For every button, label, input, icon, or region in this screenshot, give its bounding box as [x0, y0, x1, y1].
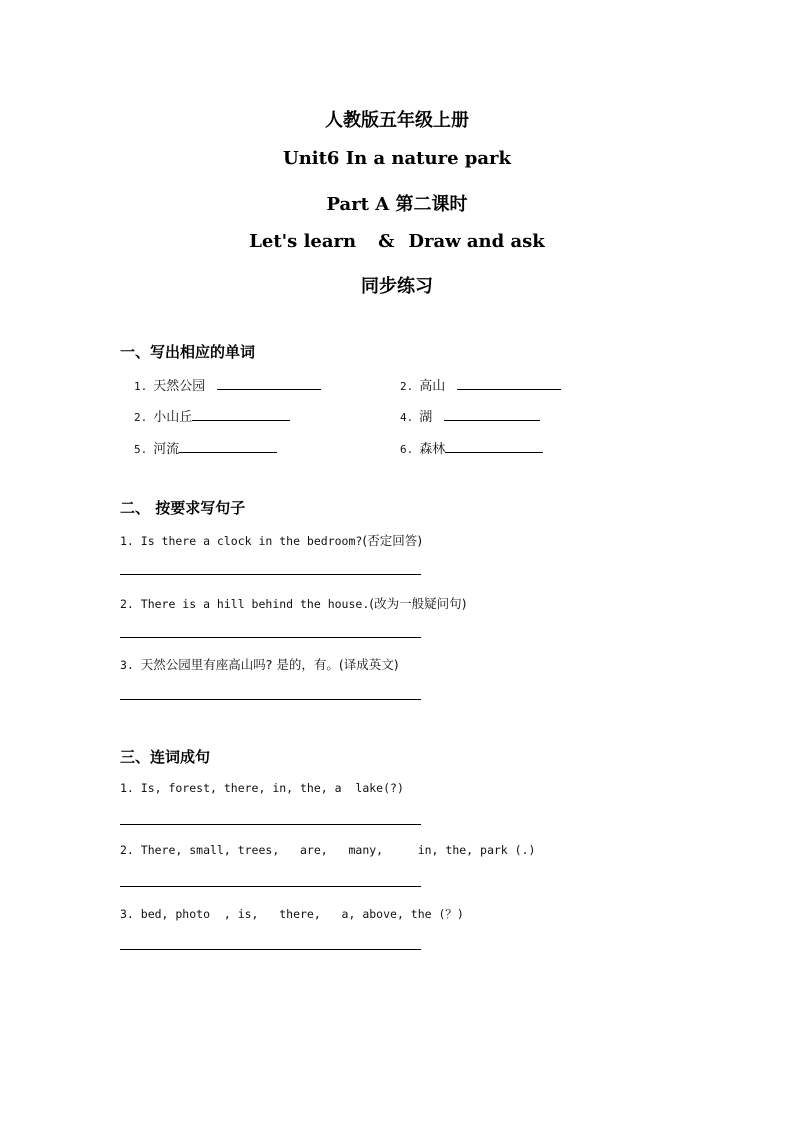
- word-order-question: 1. Is, forest, there, in, the, a lake(?): [120, 781, 404, 795]
- vocab-blank[interactable]: [444, 408, 540, 421]
- section-1-title: 一、写出相应的单词: [120, 343, 256, 361]
- answer-line[interactable]: [120, 699, 421, 700]
- section-3-title: 三、连词成句: [120, 748, 211, 766]
- vocab-item: 4. 湖: [400, 406, 540, 425]
- header-practice: 同步练习: [361, 276, 433, 297]
- header-lesson-b: Draw and ask: [408, 231, 545, 252]
- answer-line[interactable]: [120, 574, 421, 575]
- vocab-item: 2. 小山丘: [134, 406, 290, 425]
- answer-line[interactable]: [120, 886, 421, 887]
- vocab-blank[interactable]: [217, 377, 321, 390]
- header-lesson: [0, 231, 794, 252]
- answer-line[interactable]: [120, 637, 421, 638]
- header-lesson-a: Let's learn: [249, 231, 357, 252]
- word-order-question: 3. bed, photo , is, there, a, above, the (？): [120, 907, 464, 921]
- answer-line[interactable]: [120, 824, 421, 825]
- header-lesson-amp: &: [378, 231, 395, 252]
- header-part: Part A 第二课时: [326, 194, 468, 215]
- header-grade: 人教版五年级上册: [325, 110, 469, 131]
- vocab-item: 2. 高山: [400, 375, 561, 394]
- vocab-blank[interactable]: [179, 440, 277, 453]
- answer-line[interactable]: [120, 949, 421, 950]
- rewrite-question: 1. Is there a clock in the bedroom?(否定回答): [120, 533, 423, 548]
- vocab-item: 1. 天然公园: [134, 375, 321, 394]
- vocab-item: 5. 河流: [134, 438, 277, 457]
- rewrite-question: 3. 天然公园里有座高山吗? 是的，有。(译成英文): [120, 657, 399, 672]
- section-2-title: 二、 按要求写句子: [120, 499, 246, 517]
- header-unit: Unit6 In a nature park: [283, 148, 511, 169]
- vocab-item: 6. 森林: [400, 438, 543, 457]
- vocab-blank[interactable]: [445, 440, 543, 453]
- vocab-blank[interactable]: [457, 377, 561, 390]
- word-order-question: 2. There, small, trees, are, many, in, the, park (.): [120, 843, 536, 857]
- rewrite-question: 2. There is a hill behind the house.(改为一般疑问句): [120, 596, 467, 611]
- vocab-blank[interactable]: [192, 408, 290, 421]
